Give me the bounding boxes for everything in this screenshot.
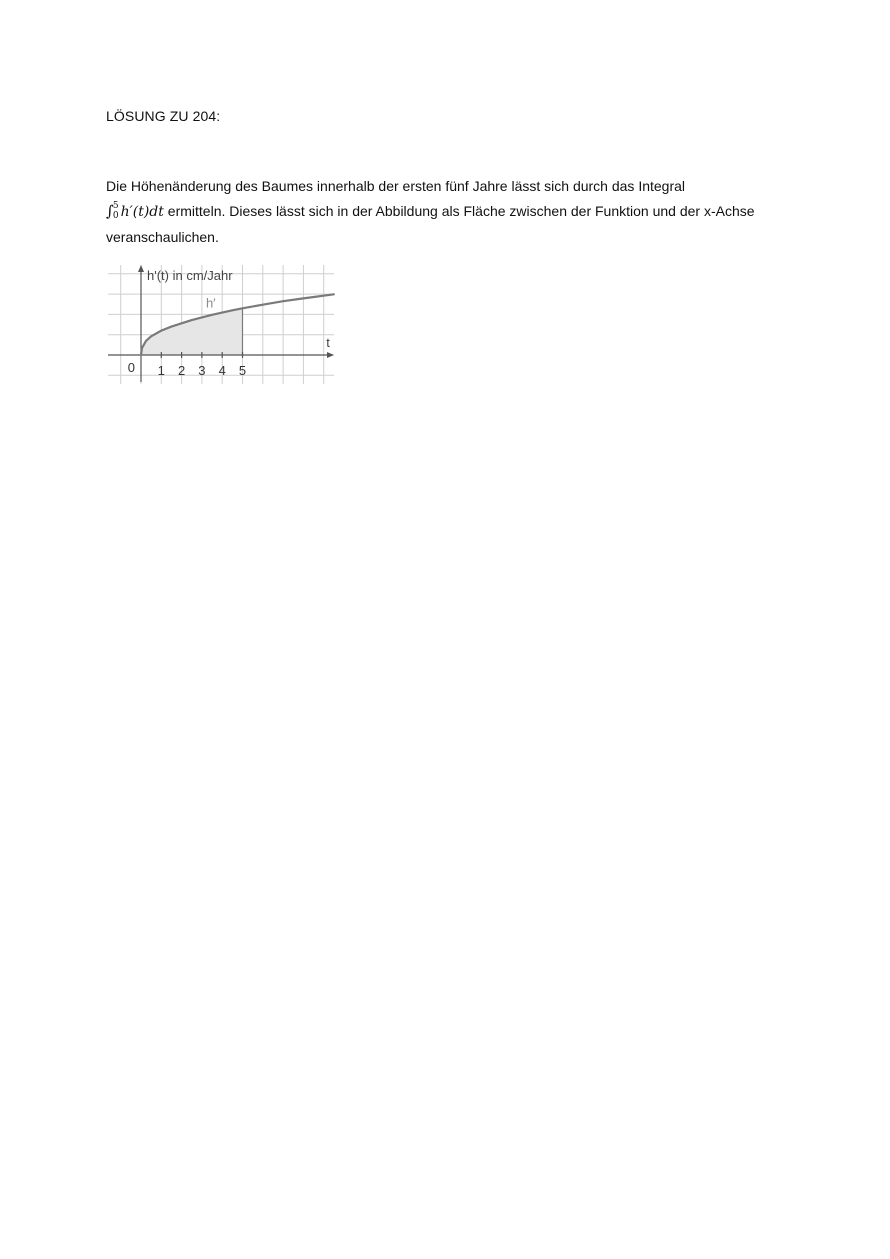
solution-heading: LÖSUNG ZU 204: xyxy=(106,108,221,124)
integrand: h′(t)dt xyxy=(120,204,164,220)
function-label: h′ xyxy=(205,295,216,311)
x-tick-label: 1 xyxy=(157,363,165,378)
integral-sign: ∫ xyxy=(106,202,114,220)
integral-limits xyxy=(113,201,119,221)
solution-paragraph xyxy=(106,174,786,250)
graph-figure xyxy=(106,262,338,388)
integral-upper-limit: 5 xyxy=(112,201,119,211)
area-chart xyxy=(106,262,338,388)
shaded-area xyxy=(141,308,243,355)
x-tick-label: 3 xyxy=(198,363,206,378)
y-axis-label: h'(t) in cm/Jahr xyxy=(147,268,233,283)
x-axis-label: t xyxy=(326,335,330,350)
x-tick-label: 2 xyxy=(177,363,186,378)
integral-lower-limit: 0 xyxy=(112,211,119,221)
paragraph-text-2: ermitteln. Dieses lässt sich in der Abbildung als Fläche zwischen der Funktion und der x-Achse veranschaulichen. xyxy=(106,203,755,245)
x-axis-arrow xyxy=(327,352,334,358)
y-axis-arrow xyxy=(138,265,144,272)
paragraph-text-1: Die Höhenänderung des Baumes innerhalb der ersten fünf Jahre lässt sich durch das Integral xyxy=(106,178,686,194)
x-tick-label: 4 xyxy=(218,363,226,378)
x-tick-label: 5 xyxy=(238,363,247,378)
integral-expression xyxy=(106,201,164,221)
origin-label: 0 xyxy=(127,360,135,375)
